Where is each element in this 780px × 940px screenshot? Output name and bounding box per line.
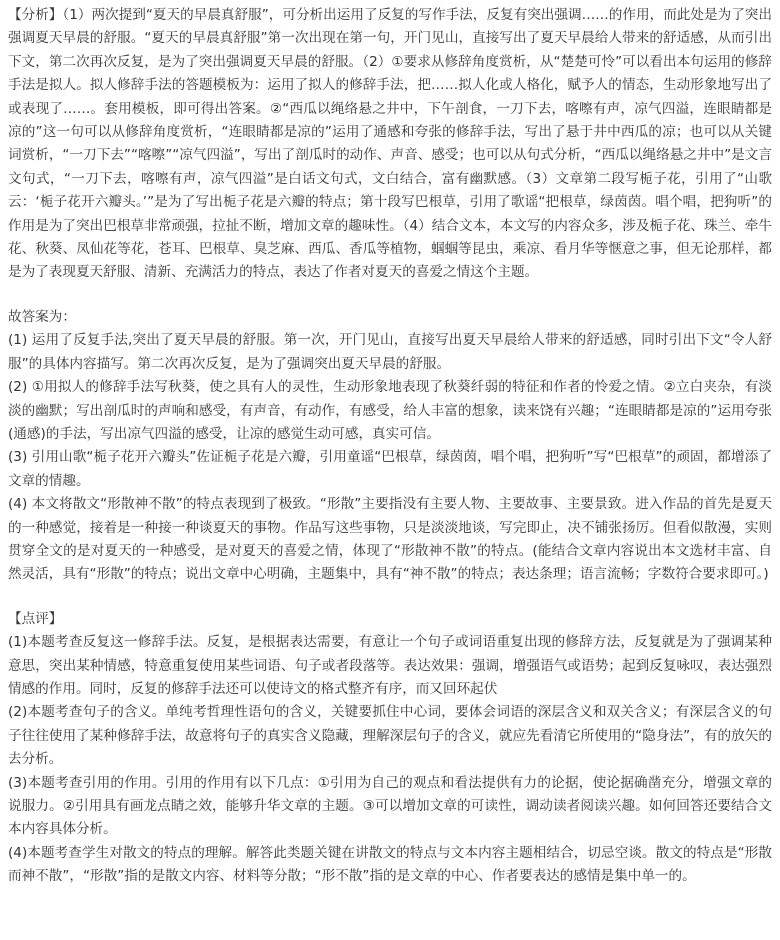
analysis-paragraph: 【分析】（1）两次提到“夏天的早晨真舒服”，可分析出运用了反复的写作手法，反复有突出强调……的作用，而此处是为了突出强调夏天早晨的舒服。“夏天的早晨真舒服”第一次出现在第一句，开门见山，直接写出了夏天早晨给人带来的舒适感，从而引出下文，第二次再次反复，是为了突出强调夏天早晨的舒服。（2）①要求从修辞角度赏析，从“楚楚可怜”可以看出本句运用的修辞手法是拟人。拟人修辞手法的答题模板为：运用了拟人的修辞手法，把……拟人化或人格化，赋予人的情态，生动形象地写出了或表现了……。套用模板，即可得出答案。②“西瓜以绳络悬之井中，下午剖食，一刀下去，喀嚓有声，凉气四溢，连眼睛都是凉的”这一句可以从修辞角度赏析，“连眼睛都是凉的”运用了通感和夸张的修辞手法，写出了悬于井中西瓜的凉；也可以从关键词赏析，“一刀下去”“喀嚓”“凉气四溢”，写出了剖瓜时的动作、声音、感受；也可以从句式分析，“西瓜以绳络悬之井中”是文言文句式，“一刀下去，喀嚓有声，凉气四溢”是白话文句式，文白结合，富有幽默感。（3）文章第二段写栀子花，引用了“山歌云：‘栀子花开六瓣头。’”是为了写出栀子花是六瓣的特点；第十段写巴根草，引用了歌谣“把根草，绿茵茵。唱个唱，把狗听”的作用是为了突出巴根草非常顽强，拉扯不断，增加文章的趣味性。（4）结合文本，本文写的内容众多，涉及栀子花、珠兰、牵牛花、秋葵、凤仙花等花，苍耳、巴根草、臭芝麻、西瓜、香瓜等植物，蝈蝈等昆虫，乘凉、看月华等惬意之事，但无论那样，都是为了表现夏天舒服、清新、充满活力的特点，表达了作者对夏天的喜爱之情这个主题。 <box>8 7 772 281</box>
answer-item-2: (2) ①用拟人的修辞手法写秋葵，使之具有人的灵性，生动形象地表现了秋葵纤弱的特征和作者的怜爱之情。②立白夹杂，有淡淡的幽默；写出剖瓜时的声响和感受，有声音，有动作，有感受，给人丰富的想象，读来饶有兴趣；“连眼睛都是凉的”运用夸张(通感)的手法，写出凉气四溢的感受，让凉的感觉生动可感，真实可信。 <box>8 379 772 442</box>
section-spacer <box>8 285 772 306</box>
comment-item-2: (2)本题考查句子的含义。单纯考哲理性语句的含义，关键要抓住中心词，要体会词语的深层含义和双关含义；有深层含义的句子往往使用了某种修辞手法，故意将句子的真实含义隐藏，理解深层句子的含义，就应先看清它所使用的“隐身法”，有的放矢的去分析。 <box>8 704 772 768</box>
comment-item-1: (1)本题考查反复这一修辞手法。反复，是根据表达需要，有意让一个句子或词语重复出现的修辞方法，反复就是为了强调某种意思，突出某种情感，特意重复使用某些词语、句子或者段落等。表达效果：强调，增强语气或语势；起到反复咏叹，表达强烈情感的作用。同时，反复的修辞手法还可以使诗文的格式整齐有序，而又回环起伏 <box>8 634 772 697</box>
comment-item-3: (3)本题考查引用的作用。引用的作用有以下几点：①引用为自己的观点和看法提供有力的论据，使论据确凿充分，增强文章的说服力。②引用具有画龙点睛之效，能够升华文章的主题。③可以增加文章的可读性，调动读者阅读兴趣。如何回答还要结合文本内容具体分析。 <box>8 774 772 838</box>
answer-title: 故答案为： <box>8 308 76 325</box>
answer-section <box>8 306 772 587</box>
answer-item-3: (3) 引用山歌“栀子花开六瓣头”佐证栀子花是六瓣，引用童谣“巴根草，绿茵茵，唱个唱，把狗听”写“巴根草”的顽固，都增添了文章的情趣。 <box>8 449 772 489</box>
comment-section <box>8 608 772 889</box>
answer-item-1: (1) 运用了反复手法,突出了夏天早晨的舒服。第一次，开门见山，直接写出夏天早晨给人带来的舒适感，同时引出下文“令人舒服”的具体内容描写。第二次再次反复，是为了强调突出夏天早晨的舒服。 <box>8 332 772 372</box>
answer-item-4: (4) 本文将散文“形散神不散”的特点表现到了极致。“形散”主要指没有主要人物、主要故事、主要景致。进入作品的首先是夏天的一种感觉，接着是一种接一种谈夏天的事物。作品写这些事物，只是淡淡地谈，写完即止，决不铺张扬厉。但看似散漫，实则贯穿全文的是对夏天的一种感受，是对夏天的喜爱之情，体现了“形散神不散”的特点。(能结合文章内容说出本文选材丰富、自然灵活，具有“形散”的特点；说出文章中心明确，主题集中，具有“神不散”的特点；表达条理；语言流畅；字数符合要求即可。) <box>8 496 772 583</box>
comment-title: 【点评】 <box>8 610 63 627</box>
section-spacer <box>8 587 772 608</box>
comment-item-4: (4)本题考查学生对散文的特点的理解。解答此类题关键在讲散文的特点与文本内容主题相结合，切忌空谈。散文的特点是“形散而神不散”，“形散”指的是散文内容、材料等分散；“形不散”指的是文章的中心、作者要表达的感情是集中单一的。 <box>8 844 772 885</box>
